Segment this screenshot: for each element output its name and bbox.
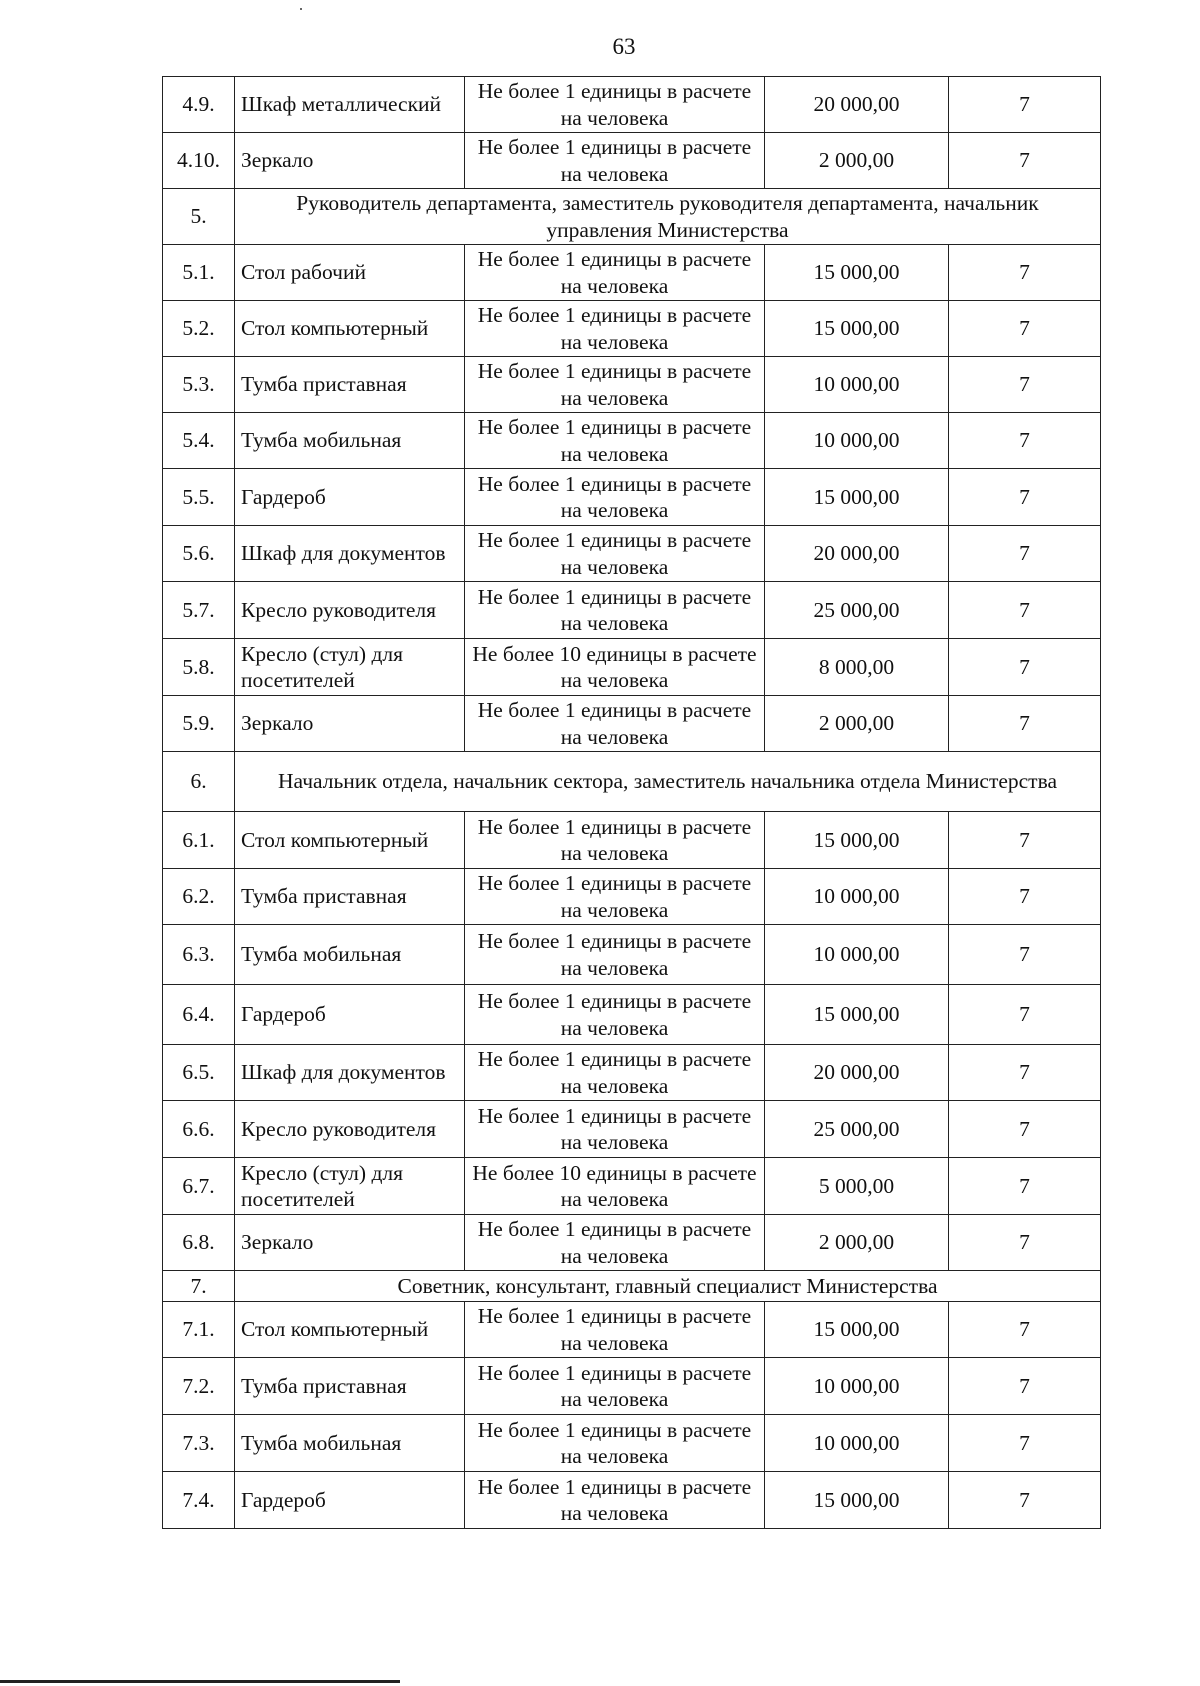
table-row xyxy=(163,77,1101,133)
item-price: 10 000,00 xyxy=(765,357,949,413)
item-norm: Не более 1 единицы в расчете на человека xyxy=(465,245,765,301)
item-term: 7 xyxy=(949,1302,1101,1358)
table-row xyxy=(163,1302,1101,1358)
row-number: 5.7. xyxy=(163,582,235,639)
row-number: 6.6. xyxy=(163,1101,235,1158)
row-number: 6. xyxy=(163,752,235,812)
item-term: 7 xyxy=(949,1101,1101,1158)
row-number: 5. xyxy=(163,189,235,245)
row-number: 6.8. xyxy=(163,1215,235,1271)
item-norm: Не более 10 единицы в расчете на человека xyxy=(465,639,765,696)
row-number: 7.4. xyxy=(163,1472,235,1529)
row-number: 5.9. xyxy=(163,696,235,752)
item-name: Шкаф для документов xyxy=(235,1045,465,1101)
item-norm: Не более 1 единицы в расчете на человека xyxy=(465,869,765,925)
table-row xyxy=(163,245,1101,301)
table-row xyxy=(163,812,1101,869)
item-price: 10 000,00 xyxy=(765,413,949,469)
item-norm: Не более 1 единицы в расчете на человека xyxy=(465,1215,765,1271)
row-number: 6.7. xyxy=(163,1158,235,1215)
table-row xyxy=(163,696,1101,752)
scan-edge-line xyxy=(0,1680,400,1683)
item-name: Кресло руководителя xyxy=(235,582,465,639)
furniture-norms-table xyxy=(162,76,1101,1529)
item-term: 7 xyxy=(949,1415,1101,1472)
item-term: 7 xyxy=(949,469,1101,526)
item-term: 7 xyxy=(949,133,1101,189)
item-price: 2 000,00 xyxy=(765,1215,949,1271)
item-price: 20 000,00 xyxy=(765,77,949,133)
row-number: 4.9. xyxy=(163,77,235,133)
row-number: 5.3. xyxy=(163,357,235,413)
table-row xyxy=(163,357,1101,413)
item-norm: Не более 1 единицы в расчете на человека xyxy=(465,77,765,133)
row-number: 7. xyxy=(163,1271,235,1302)
row-number: 5.2. xyxy=(163,301,235,357)
item-price: 15 000,00 xyxy=(765,301,949,357)
table-row xyxy=(163,1358,1101,1415)
section-row xyxy=(163,1271,1101,1302)
table-row xyxy=(163,301,1101,357)
item-name: Стол компьютерный xyxy=(235,812,465,869)
item-norm: Не более 1 единицы в расчете на человека xyxy=(465,696,765,752)
item-term: 7 xyxy=(949,77,1101,133)
row-number: 5.1. xyxy=(163,245,235,301)
item-norm: Не более 1 единицы в расчете на человека xyxy=(465,1045,765,1101)
item-norm: Не более 1 единицы в расчете на человека xyxy=(465,526,765,582)
item-name: Шкаф для документов xyxy=(235,526,465,582)
item-name: Зеркало xyxy=(235,133,465,189)
section-title: Советник, консультант, главный специалист Министерства xyxy=(235,1271,1101,1302)
item-term: 7 xyxy=(949,1158,1101,1215)
row-number: 6.2. xyxy=(163,869,235,925)
table-row xyxy=(163,413,1101,469)
row-number: 7.2. xyxy=(163,1358,235,1415)
item-name: Тумба приставная xyxy=(235,357,465,413)
item-price: 10 000,00 xyxy=(765,869,949,925)
section-title: Начальник отдела, начальник сектора, заместитель начальника отдела Министерства xyxy=(235,752,1101,812)
item-term: 7 xyxy=(949,301,1101,357)
item-name: Гардероб xyxy=(235,985,465,1045)
item-norm: Не более 10 единицы в расчете на человека xyxy=(465,1158,765,1215)
item-name: Шкаф металлический xyxy=(235,77,465,133)
row-number: 7.3. xyxy=(163,1415,235,1472)
row-number: 6.1. xyxy=(163,812,235,869)
table-row xyxy=(163,925,1101,985)
row-number: 7.1. xyxy=(163,1302,235,1358)
item-price: 20 000,00 xyxy=(765,1045,949,1101)
item-term: 7 xyxy=(949,357,1101,413)
table-row xyxy=(163,1215,1101,1271)
item-price: 25 000,00 xyxy=(765,582,949,639)
table-body xyxy=(163,77,1101,1529)
item-term: 7 xyxy=(949,245,1101,301)
item-name: Кресло руководителя xyxy=(235,1101,465,1158)
item-price: 10 000,00 xyxy=(765,1415,949,1472)
item-norm: Не более 1 единицы в расчете на человека xyxy=(465,985,765,1045)
item-price: 20 000,00 xyxy=(765,526,949,582)
item-term: 7 xyxy=(949,812,1101,869)
item-norm: Не более 1 единицы в расчете на человека xyxy=(465,357,765,413)
row-number: 5.8. xyxy=(163,639,235,696)
item-term: 7 xyxy=(949,639,1101,696)
section-row xyxy=(163,752,1101,812)
item-name: Зеркало xyxy=(235,1215,465,1271)
item-norm: Не более 1 единицы в расчете на человека xyxy=(465,133,765,189)
item-price: 2 000,00 xyxy=(765,133,949,189)
item-norm: Не более 1 единицы в расчете на человека xyxy=(465,1358,765,1415)
table-row xyxy=(163,133,1101,189)
table-row xyxy=(163,1101,1101,1158)
item-name: Тумба приставная xyxy=(235,869,465,925)
table-row xyxy=(163,526,1101,582)
item-term: 7 xyxy=(949,696,1101,752)
item-name: Тумба мобильная xyxy=(235,925,465,985)
section-title: Руководитель департамента, заместитель руководителя департамента, начальник управления Министерства xyxy=(235,189,1101,245)
item-term: 7 xyxy=(949,1358,1101,1415)
row-number: 5.5. xyxy=(163,469,235,526)
item-price: 25 000,00 xyxy=(765,1101,949,1158)
row-number: 5.4. xyxy=(163,413,235,469)
item-term: 7 xyxy=(949,413,1101,469)
table-row xyxy=(163,1472,1101,1529)
table-row xyxy=(163,469,1101,526)
item-price: 10 000,00 xyxy=(765,925,949,985)
item-price: 2 000,00 xyxy=(765,696,949,752)
table-row xyxy=(163,1415,1101,1472)
table-row xyxy=(163,869,1101,925)
item-norm: Не более 1 единицы в расчете на человека xyxy=(465,1101,765,1158)
table-row xyxy=(163,985,1101,1045)
item-norm: Не более 1 единицы в расчете на человека xyxy=(465,469,765,526)
item-price: 8 000,00 xyxy=(765,639,949,696)
item-name: Стол рабочий xyxy=(235,245,465,301)
item-norm: Не более 1 единицы в расчете на человека xyxy=(465,413,765,469)
item-name: Кресло (стул) для посетителей xyxy=(235,1158,465,1215)
table-row xyxy=(163,582,1101,639)
item-term: 7 xyxy=(949,1215,1101,1271)
item-norm: Не более 1 единицы в расчете на человека xyxy=(465,1302,765,1358)
item-name: Зеркало xyxy=(235,696,465,752)
table-row xyxy=(163,1158,1101,1215)
item-price: 10 000,00 xyxy=(765,1358,949,1415)
item-name: Стол компьютерный xyxy=(235,301,465,357)
item-name: Тумба мобильная xyxy=(235,1415,465,1472)
item-price: 15 000,00 xyxy=(765,812,949,869)
item-name: Стол компьютерный xyxy=(235,1302,465,1358)
item-name: Гардероб xyxy=(235,469,465,526)
row-number: 6.3. xyxy=(163,925,235,985)
item-term: 7 xyxy=(949,526,1101,582)
item-price: 15 000,00 xyxy=(765,985,949,1045)
row-number: 6.5. xyxy=(163,1045,235,1101)
item-term: 7 xyxy=(949,985,1101,1045)
item-norm: Не более 1 единицы в расчете на человека xyxy=(465,1472,765,1529)
section-row xyxy=(163,189,1101,245)
item-name: Тумба мобильная xyxy=(235,413,465,469)
scan-speck xyxy=(300,8,302,10)
item-norm: Не более 1 единицы в расчете на человека xyxy=(465,582,765,639)
page-number: 63 xyxy=(612,34,636,59)
item-term: 7 xyxy=(949,1045,1101,1101)
item-term: 7 xyxy=(949,1472,1101,1529)
table-row xyxy=(163,1045,1101,1101)
item-norm: Не более 1 единицы в расчете на человека xyxy=(465,301,765,357)
item-price: 15 000,00 xyxy=(765,1302,949,1358)
item-price: 15 000,00 xyxy=(765,1472,949,1529)
item-name: Кресло (стул) для посетителей xyxy=(235,639,465,696)
row-number: 4.10. xyxy=(163,133,235,189)
item-term: 7 xyxy=(949,925,1101,985)
item-norm: Не более 1 единицы в расчете на человека xyxy=(465,925,765,985)
item-norm: Не более 1 единицы в расчете на человека xyxy=(465,1415,765,1472)
item-name: Гардероб xyxy=(235,1472,465,1529)
item-name: Тумба приставная xyxy=(235,1358,465,1415)
item-norm: Не более 1 единицы в расчете на человека xyxy=(465,812,765,869)
item-price: 5 000,00 xyxy=(765,1158,949,1215)
item-term: 7 xyxy=(949,869,1101,925)
row-number: 5.6. xyxy=(163,526,235,582)
row-number: 6.4. xyxy=(163,985,235,1045)
item-price: 15 000,00 xyxy=(765,469,949,526)
item-term: 7 xyxy=(949,582,1101,639)
item-price: 15 000,00 xyxy=(765,245,949,301)
table-row xyxy=(163,639,1101,696)
